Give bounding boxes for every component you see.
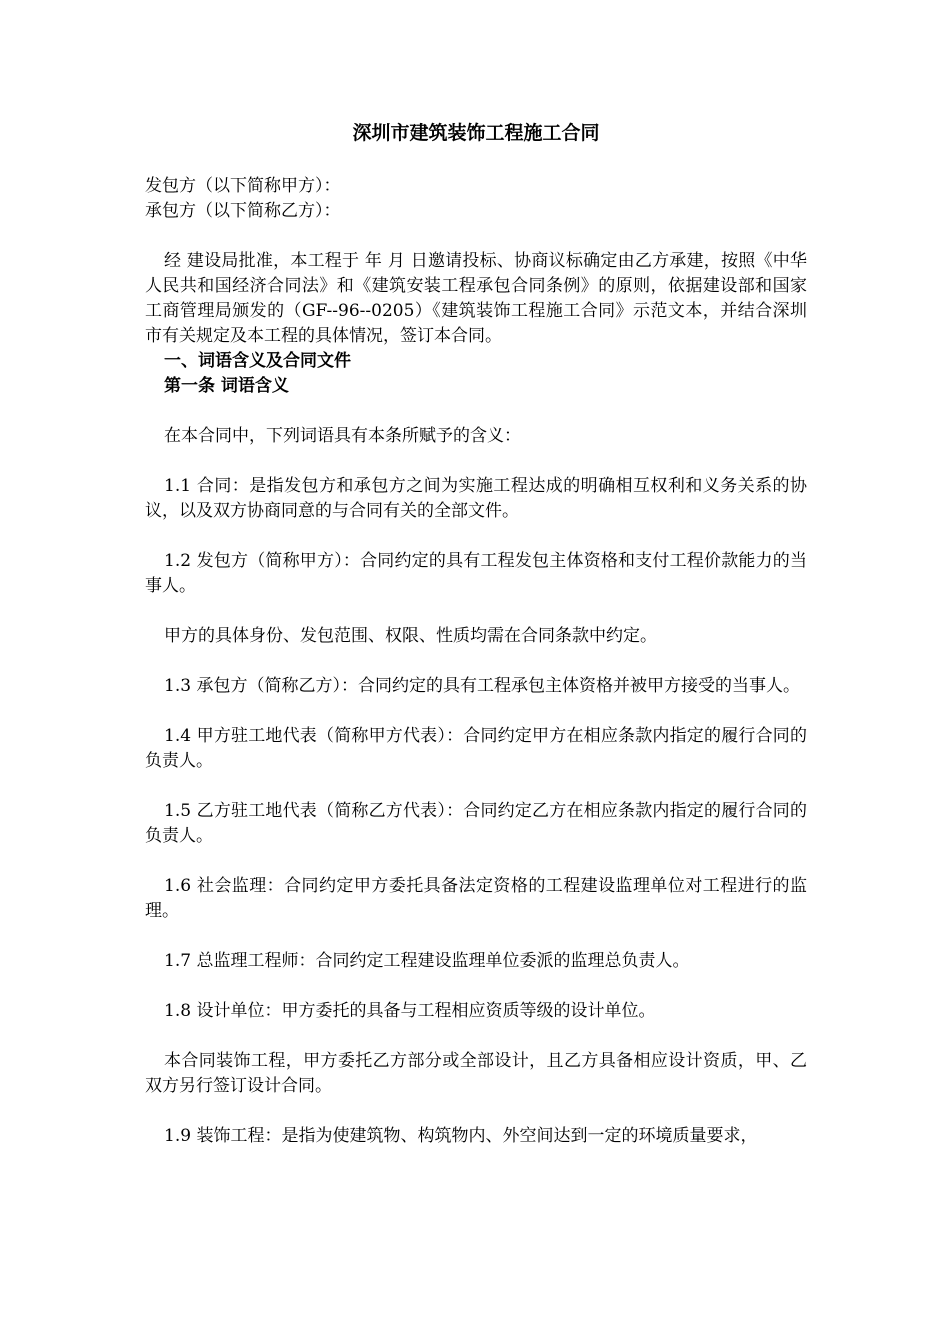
clause-1-8: 1.8 设计单位：甲方委托的具备与工程相应资质等级的设计单位。	[164, 1001, 656, 1021]
clause-1-4: 1.4 甲方驻工地代表（简称甲方代表）：合同约定甲方在相应条款内指定的履行合同的负责人。	[145, 726, 807, 771]
clause-1-3: 1.3 承包方（简称乙方）：合同约定的具有工程承包主体资格并被甲方接受的当事人。	[164, 676, 800, 696]
clause-1-7: 1.7 总监理工程师：合同约定工程建设监理单位委派的监理总负责人。	[164, 951, 690, 971]
lead-paragraph: 在本合同中，下列词语具有本条所赋予的含义：	[164, 426, 521, 446]
document-page	[145, 118, 807, 1149]
document-title: 深圳市建筑装饰工程施工合同	[352, 122, 600, 144]
clause-1-1: 1.1 合同：是指发包方和承包方之间为实施工程达成的明确相互权利和义务关系的协议，以及双方协商同意的与合同有关的全部文件。	[145, 476, 807, 521]
clause-1-8-note: 本合同装饰工程，甲方委托乙方部分或全部设计，且乙方具备相应设计资质，甲、乙双方另行签订设计合同。	[145, 1051, 807, 1096]
intro-paragraph: 经 建设局批准，本工程于 年 月 日邀请投标、协商议标确定由乙方承建，按照《中华人民共和国经济合同法》和《建筑安装工程承包合同条例》的原则，依据建设部和国家工商管理局颁发的（GF--96--0205）《建筑装饰工程施工合同》示范文本，并结合深圳市有关规定及本工程的具体情况，签订本合同。	[145, 251, 807, 346]
party-a-line: 发包方（以下简称甲方）：	[145, 176, 341, 196]
clause-1-6: 1.6 社会监理：合同约定甲方委托具备法定资格的工程建设监理单位对工程进行的监理。	[145, 876, 807, 921]
clause-1-2: 1.2 发包方（简称甲方）：合同约定的具有工程发包主体资格和支付工程价款能力的当事人。	[145, 551, 807, 596]
party-b-line: 承包方（以下简称乙方）：	[145, 201, 341, 221]
clause-1-9: 1.9 装饰工程：是指为使建筑物、构筑物内、外空间达到一定的环境质量要求，	[164, 1126, 758, 1146]
clause-1-2-note: 甲方的具体身份、发包范围、权限、性质均需在合同条款中约定。	[164, 626, 657, 646]
article-heading: 第一条 词语含义	[164, 376, 289, 396]
section-heading: 一、词语含义及合同文件	[164, 351, 351, 371]
clause-1-5: 1.5 乙方驻工地代表（简称乙方代表）：合同约定乙方在相应条款内指定的履行合同的负责人。	[145, 801, 807, 846]
